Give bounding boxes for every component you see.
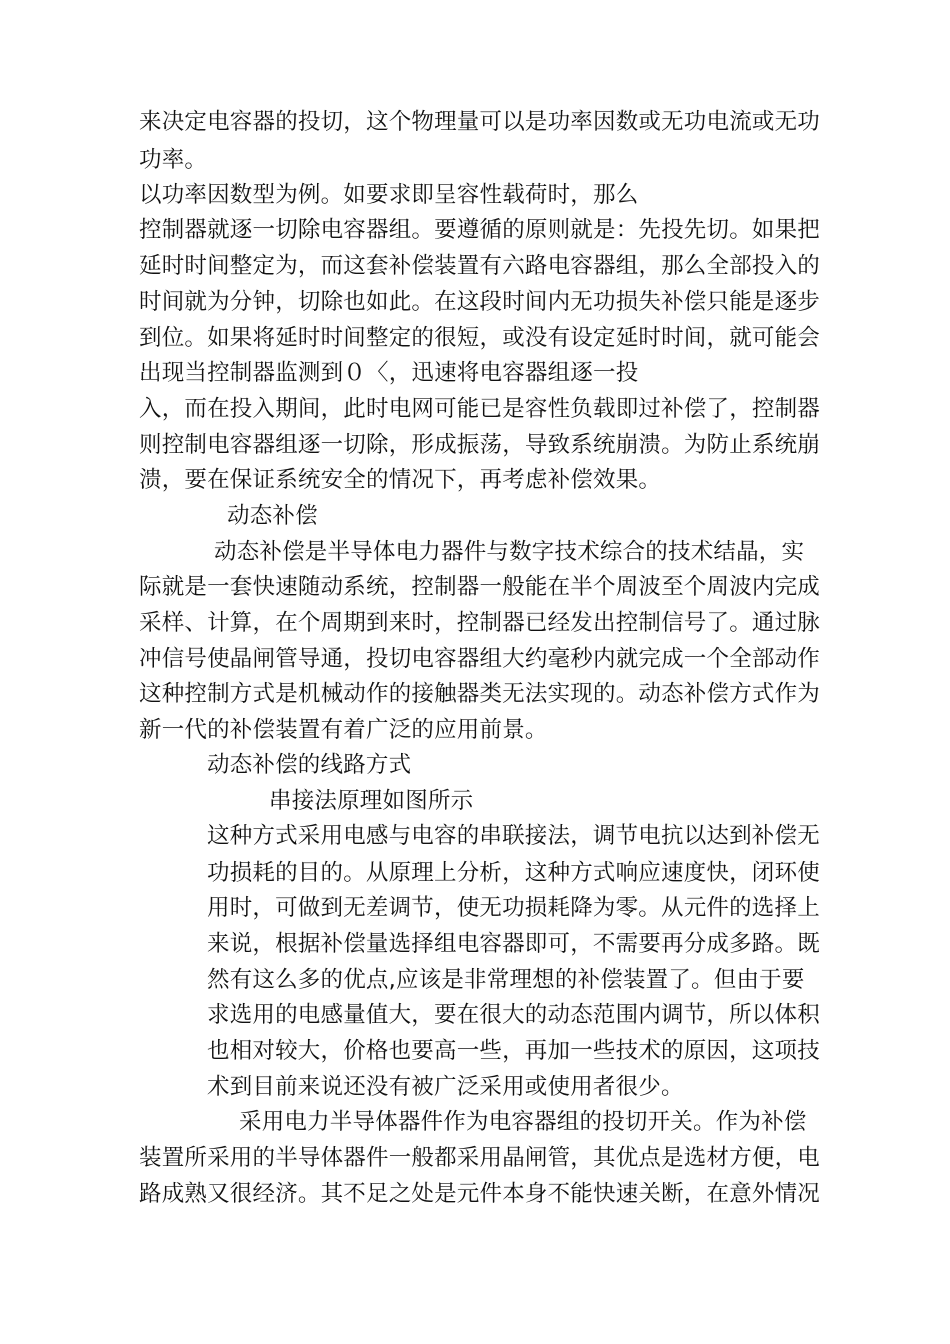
text-line: 装置所采用的半导体器件一般都采用晶闸管，其优点是选材方便，电 — [139, 1145, 821, 1171]
text-line: 然有这么多的优点,应该是非常理想的补偿装置了。但由于要 — [207, 967, 805, 993]
text-line: 出现当控制器监测到０〈，迅速将电容器组逐一投 — [139, 360, 639, 386]
section-heading: 串接法原理如图所示 — [269, 788, 474, 814]
text-line: 来决定电容器的投切，这个物理量可以是功率因数或无功电流或无功 — [139, 109, 821, 135]
text-line: 动态补偿是半导体电力器件与数字技术综合的技术结晶，实 — [214, 539, 805, 565]
text-line: 采样、计算，在个周期到来时，控制器已经发出控制信号了。通过脉 — [139, 610, 821, 636]
text-line: 这种控制方式是机械动作的接触器类无法实现的。动态补偿方式作为 — [139, 681, 821, 707]
text-line: 时间就为分钟，切除也如此。在这段时间内无功损失补偿只能是逐步 — [139, 289, 821, 315]
text-line: 这种方式采用电感与电容的串联接法，调节电抗以达到补偿无 — [207, 823, 820, 849]
text-line: 路成熟又很经济。其不足之处是元件本身不能快速关断，在意外情况 — [139, 1181, 821, 1207]
text-line: 延时时间整定为，而这套补偿装置有六路电容器组，那么全部投入的 — [139, 253, 821, 279]
section-heading: 动态补偿的线路方式 — [207, 752, 412, 778]
text-line: 术到目前来说还没有被广泛采用或使用者很少。 — [207, 1074, 684, 1100]
text-line: 求选用的电感量值大，要在很大的动态范围内调节，所以体积 — [207, 1002, 820, 1028]
text-line: 溃，要在保证系统安全的情况下，再考虑补偿效果。 — [139, 467, 662, 493]
text-line: 功率。 — [139, 147, 208, 173]
text-line: 功损耗的目的。从原理上分析，这种方式响应速度快，闭环使 — [207, 860, 820, 886]
text-line: 新一代的补偿装置有着广泛的应用前景。 — [139, 717, 548, 743]
text-line: 控制器就逐一切除电容器组。要遵循的原则就是：先投先切。如果把 — [139, 217, 821, 243]
text-line: 冲信号使晶闸管导通，投切电容器组大约毫秒内就完成一个全部动作 — [139, 646, 821, 672]
text-line: 以功率因数型为例。如要求即呈容性载荷时，那么 — [139, 182, 639, 208]
text-line: 用时，可做到无差调节，使无功损耗降为零。从元件的选择上 — [207, 895, 820, 921]
text-line: 采用电力半导体器件作为电容器组的投切开关。作为补偿 — [239, 1109, 807, 1135]
text-line: 入，而在投入期间，此时电网可能已是容性负载即过补偿了，控制器 — [139, 396, 821, 422]
text-line: 来说，根据补偿量选择组电容器即可，不需要再分成多路。既 — [207, 931, 820, 957]
section-heading: 动态补偿 — [227, 503, 318, 529]
text-line: 到位。如果将延时时间整定的很短，或没有设定延时时间，就可能会 — [139, 325, 821, 351]
text-line: 际就是一套快速随动系统，控制器一般能在半个周波至个周波内完成 — [139, 574, 821, 600]
text-line: 也相对较大，价格也要高一些，再加一些技术的原因，这项技 — [207, 1038, 820, 1064]
text-line: 则控制电容器组逐一切除，形成振荡，导致系统崩溃。为防止系统崩 — [139, 432, 821, 458]
